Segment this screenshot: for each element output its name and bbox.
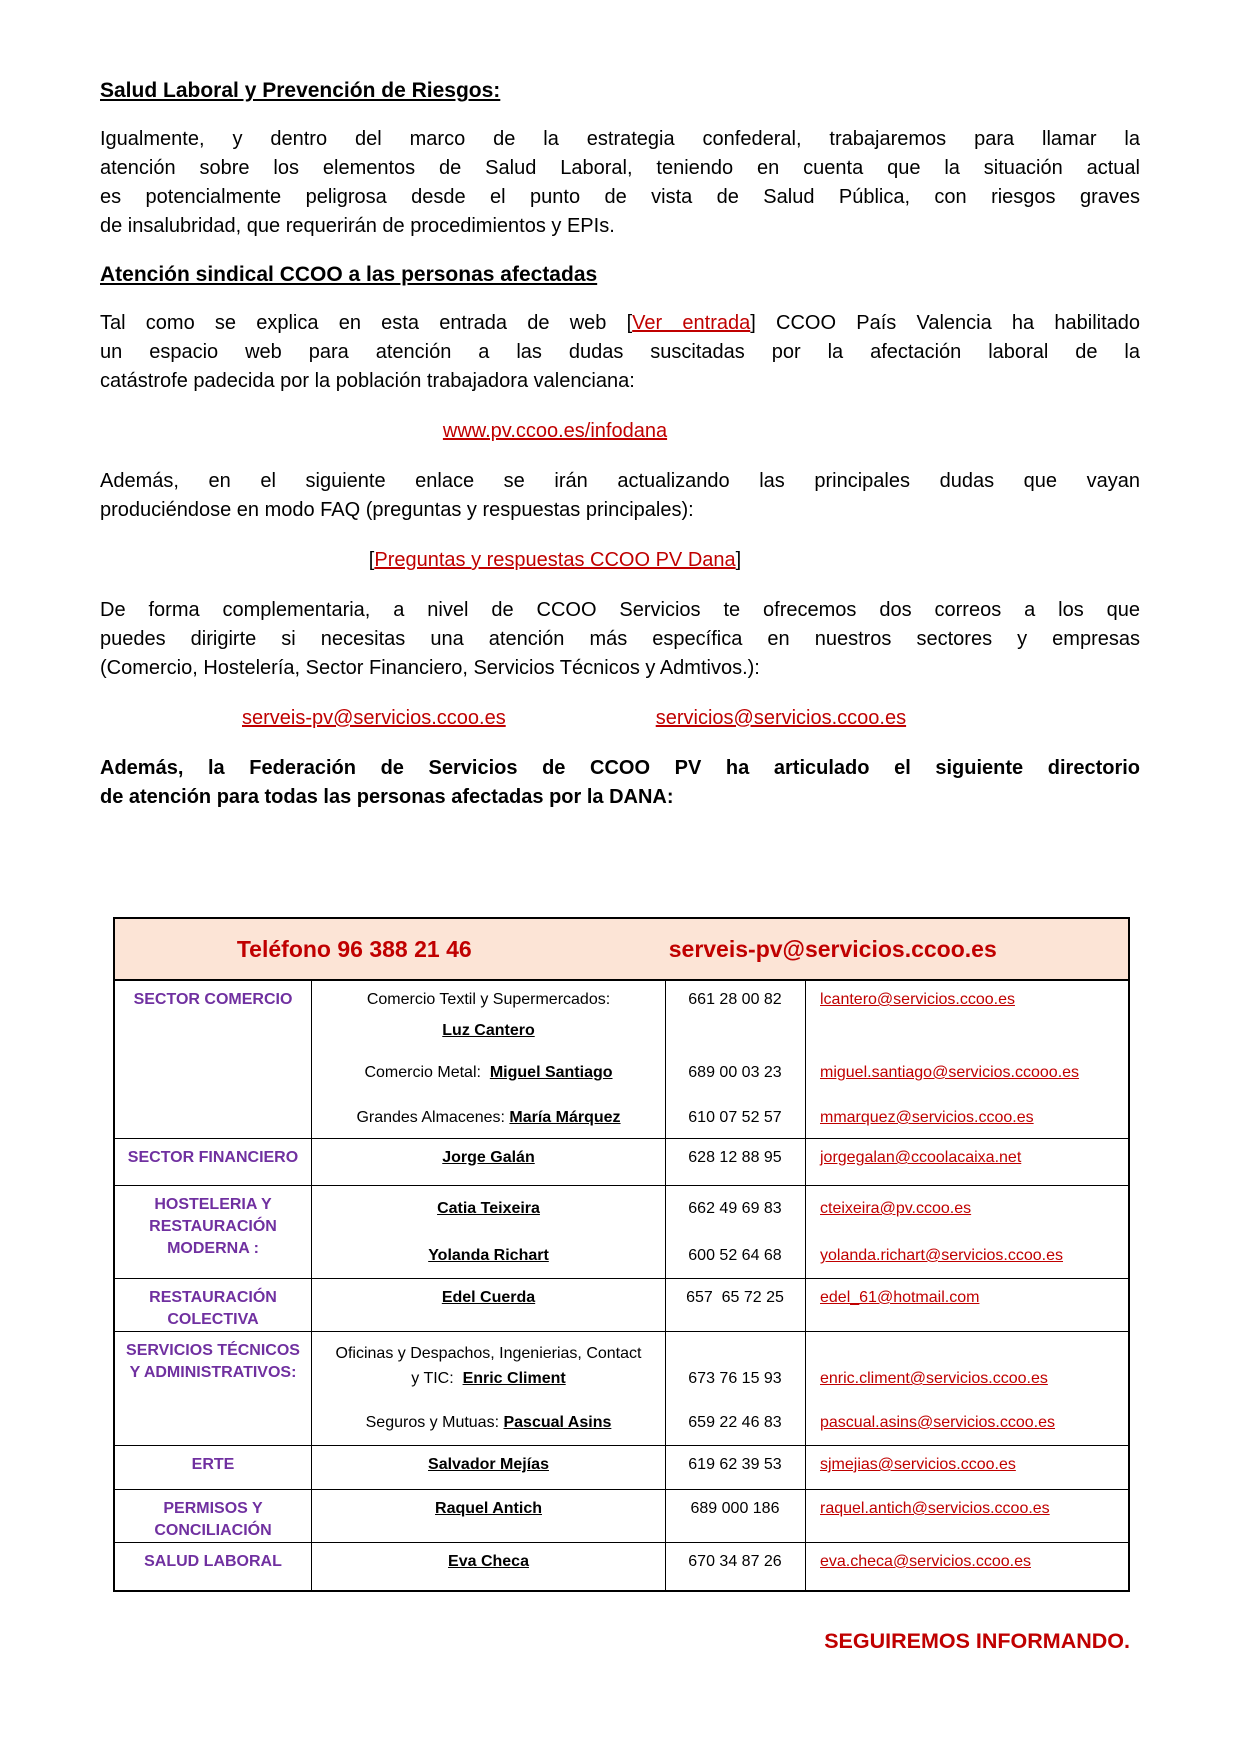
contact-entry	[312, 1198, 1132, 1220]
paragraph-line: Igualmente, y dentro del marco de la estrategia confederal, trabajaremos para llamar la	[100, 128, 1140, 150]
sector-label: SECTOR FINANCIERO	[127, 1149, 299, 1166]
sector-label: SERVICIOS TÉCNICOS	[126, 1342, 300, 1359]
paragraph-line: atención sobre los elementos de Salud Laboral, teniendo en cuenta que la situación actual	[100, 157, 1140, 179]
sector-label: RESTAURACIÓN	[149, 1218, 277, 1235]
row-entries	[312, 1543, 1132, 1590]
heading-atencion-sindical: Atención sindical CCOO a las personas afectadas	[100, 263, 598, 286]
contact-entry	[312, 1412, 1132, 1434]
contact-name: Catia Teixeira	[437, 1200, 540, 1217]
sector-label: SALUD LABORAL	[144, 1553, 282, 1570]
column-divider	[665, 1490, 666, 1542]
column-divider	[805, 981, 806, 1138]
bracket-open: [	[368, 549, 375, 571]
contact-phone: 657 65 72 25	[686, 1289, 784, 1306]
sector-cell	[115, 1139, 312, 1185]
contact-phone: 661 28 00 82	[688, 991, 782, 1008]
contact-email-link[interactable]: enric.climent@servicios.ccoo.es	[820, 1370, 1048, 1387]
contact-name: Miguel Santiago	[489, 1064, 613, 1081]
entry-description: y TIC:	[411, 1370, 463, 1387]
sector-cell	[115, 1490, 312, 1542]
contact-email-link[interactable]: mmarquez@servicios.ccoo.es	[820, 1109, 1034, 1126]
contact-phone: 659 22 46 83	[688, 1414, 782, 1431]
faq-link[interactable]: Preguntas y respuestas CCOO PV Dana	[374, 549, 736, 571]
contact-entry	[312, 1245, 1132, 1267]
table-row-sector-comercio	[115, 981, 1128, 1139]
paragraph-line: (Comercio, Hostelería, Sector Financiero, Servicios Técnicos y Admtivos.):	[100, 657, 760, 679]
paragraph-line: de atención para todas las personas afectadas por la DANA:	[100, 786, 674, 808]
paragraph-line: de insalubridad, que requerirán de procedimientos y EPIs.	[100, 215, 615, 237]
entry-description: Comercio Metal:	[364, 1064, 490, 1081]
contact-phone: 610 07 52 57	[688, 1109, 782, 1126]
contact-name: Eva Checa	[448, 1553, 529, 1570]
paragraph-correos	[100, 596, 1140, 683]
sector-label: Y ADMINISTRATIVOS:	[129, 1364, 297, 1381]
heading-salud-laboral: Salud Laboral y Prevención de Riesgos:	[100, 79, 501, 102]
contact-name: Raquel Antich	[435, 1500, 542, 1517]
table-row-permisos	[115, 1490, 1128, 1543]
sector-label: MODERNA :	[167, 1240, 259, 1257]
paragraph-estrategia	[100, 125, 1140, 241]
column-divider	[665, 1446, 666, 1489]
contact-name: Edel Cuerda	[441, 1289, 536, 1306]
paragraph-espacio-web	[100, 309, 1140, 396]
row-entries	[312, 1279, 1132, 1331]
column-divider	[665, 1332, 666, 1445]
contact-email-link[interactable]: sjmejias@servicios.ccoo.es	[820, 1456, 1016, 1473]
contact-email-link[interactable]: edel_61@hotmail.com	[820, 1289, 980, 1306]
table-header-email[interactable]: serveis-pv@servicios.ccoo.es	[668, 935, 997, 962]
column-divider	[805, 1446, 806, 1489]
table-header	[115, 919, 1128, 981]
contact-email-link[interactable]: cteixeira@pv.ccoo.es	[820, 1200, 972, 1217]
column-divider	[805, 1490, 806, 1542]
contact-email-link[interactable]: jorgegalan@ccoolacaixa.net	[820, 1149, 1022, 1166]
entry-description: Comercio Textil y Supermercados:	[366, 991, 611, 1008]
text-after-link: ] CCOO País Valencia ha habilitado	[750, 312, 1141, 334]
contact-entry	[312, 1551, 1132, 1573]
infodana-link-line	[100, 417, 1010, 446]
sector-label: SECTOR COMERCIO	[133, 991, 293, 1008]
row-entries	[312, 1446, 1132, 1489]
column-divider	[805, 1543, 806, 1590]
column-divider	[805, 1332, 806, 1445]
ver-entrada-link[interactable]: Ver entrada	[632, 312, 751, 334]
column-divider	[665, 1186, 666, 1278]
entry-description: Grandes Almacenes:	[356, 1109, 510, 1126]
table-row-hosteleria	[115, 1186, 1128, 1279]
contact-phone: 673 76 15 93	[688, 1370, 782, 1387]
sector-cell	[115, 1279, 312, 1331]
contact-email-link[interactable]: yolanda.richart@servicios.ccoo.es	[820, 1247, 1064, 1264]
contact-entry	[312, 1454, 1132, 1476]
sector-cell	[115, 1446, 312, 1489]
contact-email-link[interactable]: lcantero@servicios.ccoo.es	[820, 991, 1015, 1008]
row-entries	[312, 1139, 1132, 1185]
contact-directory-table	[113, 917, 1130, 1592]
infodana-link[interactable]: www.pv.ccoo.es/infodana	[442, 420, 668, 442]
paragraph-faq	[100, 467, 1140, 525]
paragraph-line: un espacio web para atención a las dudas suscitadas por la afectación laboral de la	[100, 341, 1140, 363]
servicios-email-link[interactable]: servicios@servicios.ccoo.es	[655, 707, 907, 729]
contact-email-link[interactable]: eva.checa@servicios.ccoo.es	[820, 1553, 1031, 1570]
contact-name: Enric Climent	[462, 1370, 566, 1387]
row-entries	[312, 1332, 1132, 1445]
column-divider	[665, 1139, 666, 1185]
contact-email-link[interactable]: raquel.antich@servicios.ccoo.es	[820, 1500, 1050, 1517]
contact-entry	[312, 1147, 1132, 1169]
entry-description: Oficinas y Despachos, Ingenierias, Contact	[335, 1345, 642, 1362]
table-row-sector-financiero	[115, 1139, 1128, 1186]
contact-phone: 689 000 186	[690, 1500, 780, 1517]
serveis-pv-email-link[interactable]: serveis-pv@servicios.ccoo.es	[242, 707, 506, 729]
faq-link-line	[100, 546, 1010, 575]
contact-phone: 689 00 03 23	[688, 1064, 782, 1081]
sector-cell	[115, 1332, 312, 1445]
column-divider	[805, 1186, 806, 1278]
bracket-close: ]	[735, 549, 742, 571]
sector-label: HOSTELERIA Y	[154, 1196, 272, 1213]
contact-phone: 662 49 69 83	[688, 1200, 782, 1217]
contact-phone: 670 34 87 26	[688, 1553, 782, 1570]
column-divider	[665, 1279, 666, 1331]
contact-phone: 628 12 88 95	[688, 1149, 782, 1166]
paragraph-line: catástrofe padecida por la población trabajadora valenciana:	[100, 370, 635, 392]
contact-name: Yolanda Richart	[428, 1247, 549, 1264]
contact-phone: 619 62 39 53	[688, 1456, 782, 1473]
contact-email-link[interactable]: pascual.asins@servicios.ccoo.es	[820, 1414, 1056, 1431]
closing-statement: SEGUIREMOS INFORMANDO.	[824, 1629, 1130, 1653]
column-divider	[665, 1543, 666, 1590]
contact-entry	[312, 1062, 1132, 1084]
contact-name: María Márquez	[509, 1109, 621, 1126]
row-entries	[312, 1490, 1132, 1542]
table-row-erte	[115, 1446, 1128, 1490]
paragraph-line	[100, 309, 1140, 338]
sector-label: COLECTIVA	[167, 1311, 259, 1328]
text-before-link: Tal como se explica en esta entrada de web [	[100, 312, 633, 334]
sector-label: CONCILIACIÓN	[154, 1522, 272, 1539]
row-entries	[312, 1186, 1132, 1278]
contact-entry	[312, 989, 1132, 1042]
entry-description: Seguros y Mutuas:	[365, 1414, 504, 1431]
paragraph-line: puedes dirigirte si necesitas una atención más específica en nuestros sectores y empresas	[100, 628, 1140, 650]
sector-label: PERMISOS Y	[163, 1500, 263, 1517]
contact-entry	[312, 1498, 1132, 1520]
contact-name: Salvador Mejías	[428, 1456, 549, 1473]
sector-label: RESTAURACIÓN	[149, 1289, 277, 1306]
paragraph-line: produciéndose en modo FAQ (preguntas y respuestas principales):	[100, 499, 694, 521]
paragraph-directorio	[100, 754, 1140, 812]
table-row-salud-laboral	[115, 1543, 1128, 1590]
sector-cell	[115, 1186, 312, 1278]
contact-name: Jorge Galán	[442, 1149, 535, 1166]
contact-name: Luz Cantero	[442, 1022, 535, 1039]
paragraph-line: Además, en el siguiente enlace se irán actualizando las principales dudas que vayan	[100, 470, 1140, 492]
table-row-restauracion-colectiva	[115, 1279, 1128, 1332]
contact-entry	[312, 1287, 1132, 1309]
sector-label: ERTE	[191, 1456, 235, 1473]
table-row-servicios-tecnicos	[115, 1332, 1128, 1446]
column-divider	[665, 981, 666, 1138]
sector-cell	[115, 981, 312, 1138]
row-entries	[312, 981, 1132, 1138]
table-header-phone: Teléfono 96 388 21 46	[236, 935, 472, 962]
contact-name: Pascual Asins	[503, 1414, 612, 1431]
column-divider	[805, 1139, 806, 1185]
paragraph-line: es potencialmente peligrosa desde el punto de vista de Salud Pública, con riesgos graves	[100, 186, 1140, 208]
contact-phone: 600 52 64 68	[688, 1247, 782, 1264]
sector-cell	[115, 1543, 312, 1590]
paragraph-line: De forma complementaria, a nivel de CCOO Servicios te ofrecemos dos correos a los que	[100, 599, 1140, 621]
paragraph-line: Además, la Federación de Servicios de CCOO PV ha articulado el siguiente directorio	[100, 757, 1140, 779]
column-divider	[805, 1279, 806, 1331]
email-links-row	[100, 704, 1140, 733]
contact-entry	[312, 1107, 1132, 1129]
contact-email-link[interactable]: miguel.santiago@servicios.ccooo.es	[820, 1064, 1080, 1081]
contact-entry	[312, 1343, 1132, 1390]
